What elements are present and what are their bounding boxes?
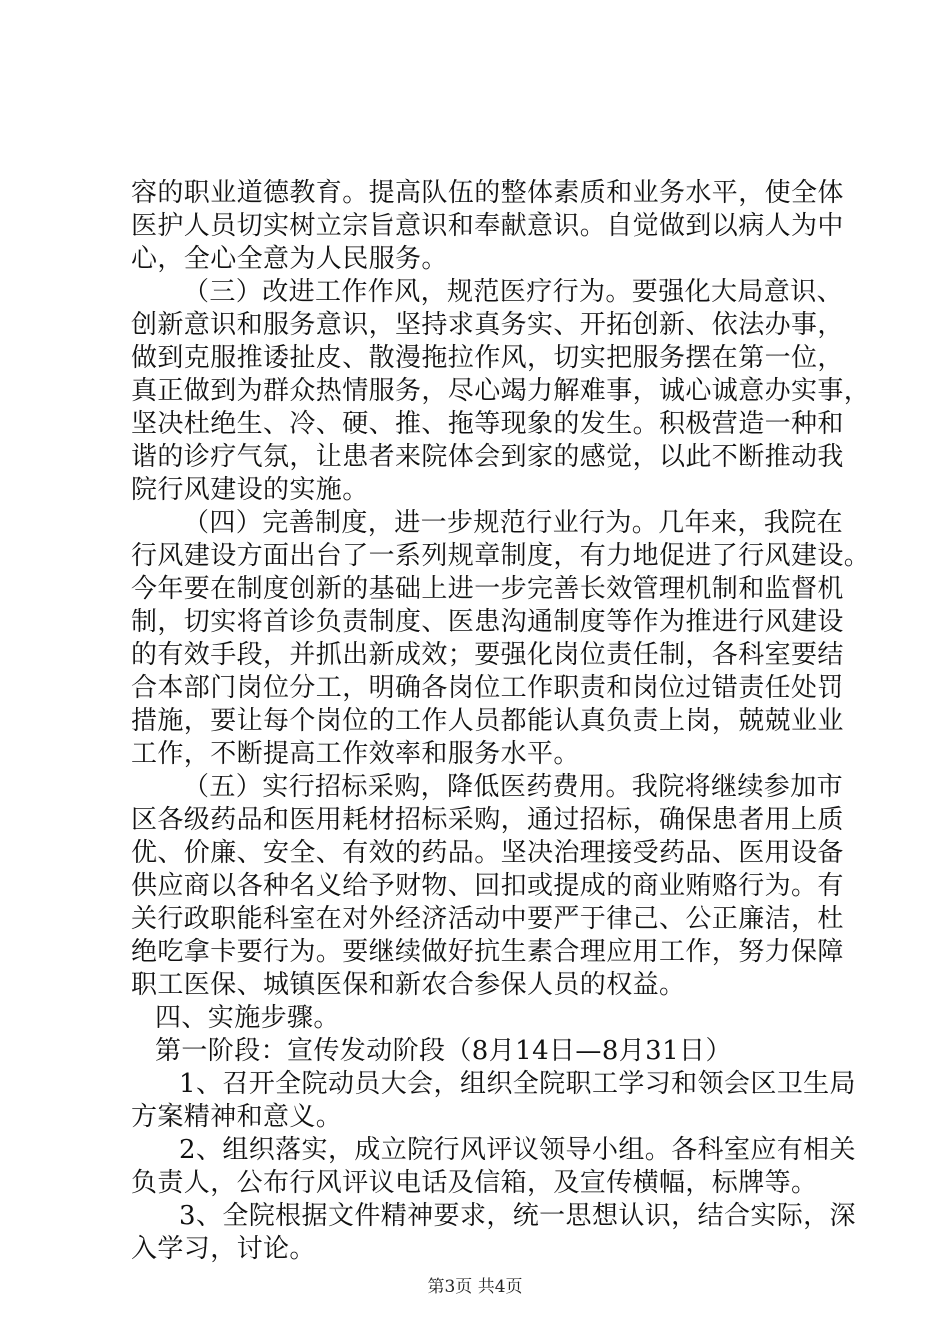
text-line: 区各级药品和医用耗材招标采购，通过招标，确保患者用上质 bbox=[131, 805, 844, 835]
text-line: 制，切实将首诊负责制度、医患沟通制度等作为推进行风建设 bbox=[131, 607, 844, 637]
text-line: 医护人员切实树立宗旨意识和奉献意识。自觉做到以病人为中 bbox=[131, 211, 844, 241]
text-line: 创新意识和服务意识，坚持求真务实、开拓创新、依法办事， bbox=[131, 310, 844, 340]
text-line: 绝吃拿卡要行为。要继续做好抗生素合理应用工作，努力保障 bbox=[131, 937, 844, 967]
text-line: 院行风建设的实施。 bbox=[131, 475, 369, 505]
text-line: 真正做到为群众热情服务，尽心竭力解难事，诚心诚意办实事， bbox=[131, 376, 871, 406]
text-line: 今年要在制度创新的基础上进一步完善长效管理机制和监督机 bbox=[131, 574, 844, 604]
text-line: 关行政职能科室在对外经济活动中要严于律己、公正廉洁，杜 bbox=[131, 904, 844, 934]
text-line: 优、价廉、安全、有效的药品。坚决治理接受药品、医用设备 bbox=[131, 838, 844, 868]
text-line: 2、组织落实，成立院行风评议领导小组。各科室应有相关 bbox=[179, 1135, 856, 1165]
page-footer: 第3页 共4页 bbox=[427, 1277, 523, 1297]
text-line: 坚决杜绝生、冷、硬、推、拖等现象的发生。积极营造一种和 bbox=[131, 409, 844, 439]
paragraph-heading-4: （四）完善制度，进一步规范行业行为。几年来，我院在 bbox=[183, 508, 844, 538]
text-line: 1、召开全院动员大会，组织全院职工学习和领会区卫生局 bbox=[179, 1069, 856, 1099]
section-heading: 四、实施步骤。 bbox=[155, 1003, 340, 1033]
text-line: 做到克服推诿扯皮、散漫拖拉作风，切实把服务摆在第一位， bbox=[131, 343, 844, 373]
text-line: 合本部门岗位分工，明确各岗位工作职责和岗位过错责任处罚 bbox=[131, 673, 844, 703]
text-line: 职工医保、城镇医保和新农合参保人员的权益。 bbox=[131, 970, 686, 1000]
text-line: 入学习，讨论。 bbox=[131, 1234, 316, 1264]
text-line: 的有效手段，并抓出新成效；要强化岗位责任制，各科室要结 bbox=[131, 640, 844, 670]
text-line: 负责人，公布行风评议电话及信箱，及宣传横幅，标牌等。 bbox=[131, 1168, 818, 1198]
phase-heading: 第一阶段：宣传发动阶段（8月14日—8月31日） bbox=[155, 1036, 732, 1066]
text-line: 心，全心全意为人民服务。 bbox=[131, 244, 448, 274]
text-line: 方案精神和意义。 bbox=[131, 1102, 343, 1132]
text-line: 措施，要让每个岗位的工作人员都能认真负责上岗，兢兢业业 bbox=[131, 706, 844, 736]
text-line: 工作，不断提高工作效率和服务水平。 bbox=[131, 739, 580, 769]
text-line: 行风建设方面出台了一系列规章制度，有力地促进了行风建设。 bbox=[131, 541, 871, 571]
text-line: 供应商以各种名义给予财物、回扣或提成的商业贿赂行为。有 bbox=[131, 871, 844, 901]
text-line: 3、全院根据文件精神要求，统一思想认识，结合实际，深 bbox=[179, 1201, 856, 1231]
paragraph-heading-3: （三）改进工作作风，规范医疗行为。要强化大局意识、 bbox=[183, 277, 844, 307]
paragraph-heading-5: （五）实行招标采购，降低医药费用。我院将继续参加市 bbox=[183, 772, 844, 802]
text-line: 容的职业道德教育。提高队伍的整体素质和业务水平，使全体 bbox=[131, 178, 844, 208]
text-line: 谐的诊疗气氛，让患者来院体会到家的感觉，以此不断推动我 bbox=[131, 442, 844, 472]
